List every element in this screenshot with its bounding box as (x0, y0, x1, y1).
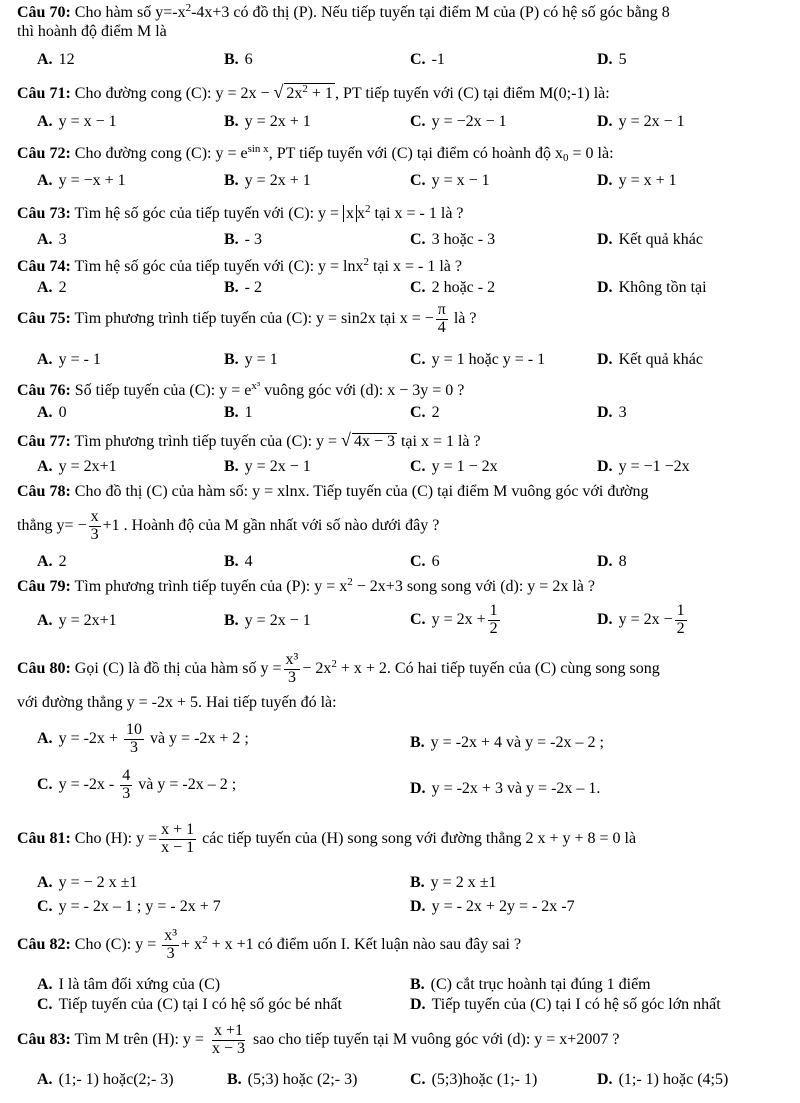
question-82: Câu 82: Cho (C): y = $\frac{\text{x³}}{3}$ + $x^2 + x +1$ có điểm uốn I. Kết luận nào sau đây sai ? (17, 927, 522, 962)
option-a[interactable]: A. y = 2x+1 (37, 458, 117, 475)
answers-70 (17, 50, 792, 72)
option-b[interactable]: B. y = 2x + 1 (224, 113, 311, 130)
question-72: Câu 72: Cho đường cong (C): $y = e^{sin x}$, PT tiếp tuyến với (C) tại điểm có hoành độ $x_0 = 0$ là: (17, 143, 614, 164)
option-d[interactable]: D. 5 (597, 51, 627, 68)
option-a[interactable]: A. y = - 1 (37, 351, 101, 368)
answers-77 (17, 457, 792, 479)
question-77: Câu 77: Tìm phương trình tiếp tuyến của (C): y = √ 4x − 3 tại x = 1 là ? (17, 430, 481, 450)
question-78: Câu 78: Cho đồ thị (C) của hàm số: y = xlnx. Tiếp tuyến của (C) tại điểm M vuông góc với đường thẳng y= − $\frac{x}{3}$ +1 . Hoành độ của M gần nhất với số nào dưới đây ? (17, 483, 649, 543)
option-d[interactable]: D. Không tồn tại (597, 279, 707, 296)
answers-78 (17, 552, 792, 574)
option-c[interactable]: C. 3 hoặc - 3 (410, 231, 496, 248)
option-c[interactable]: C. 6 (410, 553, 440, 570)
question-76: Câu 76: Số tiếp tuyến của (C): $y = e^{x^3}$ vuông góc với (d): x − 3y = 0 ? (17, 380, 465, 399)
option-d[interactable]: D. Kết quả khác (597, 351, 703, 368)
answers-74 (17, 278, 792, 300)
option-b[interactable]: B. y = 1 (224, 351, 278, 368)
question-81: Câu 81: Cho (H): y = $\frac{x + 1}{x - 1}$ các tiếp tuyến của (H) song song với đường thẳng 2 x + y + 8 = 0 là (17, 821, 637, 856)
option-d[interactable]: D. Tiếp tuyến của (C) tại I có hệ số góc lớn nhất (410, 996, 721, 1013)
option-a[interactable]: A. 2 (37, 279, 67, 296)
option-d[interactable]: D. y = -2x + 3 và y = -2x – 1. (410, 780, 601, 797)
answers-75 (17, 350, 792, 372)
option-c[interactable]: C. 2 (410, 404, 440, 421)
question-70: Câu 70: Cho hàm số $y=-x^2-4x+3$ có đồ thị (P). Nếu tiếp tuyến tại điểm M của (P) có hệ số góc bằng 8 thì hoành độ điểm M là (17, 2, 670, 41)
option-c[interactable]: C. -1 (410, 51, 445, 68)
question-71: Câu 71: Cho đường cong (C): y = 2x − √ $2x^2 + 1$ , PT tiếp tuyến với (C) tại điểm M(0;-1) là: (17, 82, 610, 102)
answers-72 (17, 171, 792, 193)
option-d[interactable]: D. 8 (597, 553, 627, 570)
answers-73 (17, 230, 792, 252)
option-c[interactable]: C. y = x − 1 (410, 172, 490, 189)
answers-83 (17, 1070, 792, 1092)
option-b[interactable]: B. y = 2x − 1 (224, 612, 311, 629)
option-d[interactable]: D. y = 2x − 1 (597, 113, 685, 130)
option-a[interactable]: A. (1;- 1) hoặc(2;- 3) (37, 1071, 174, 1088)
option-d[interactable]: D. y = −1 −2x (597, 458, 690, 475)
option-b[interactable]: B. (C) cắt trục hoành tại đúng 1 điểm (410, 976, 651, 993)
option-c[interactable]: C. 2 hoặc - 2 (410, 279, 496, 296)
question-74: Câu 74: Tìm hệ số góc của tiếp tuyến với (C): y = lnx$^2$ tại x = - 1 là ? (17, 256, 462, 275)
option-b[interactable]: B. y = -2x + 4 và y = -2x – 2 ; (410, 734, 604, 751)
question-83: Câu 83: Tìm M trên (H): y = $\frac{x +1}{x - 3}$ sao cho tiếp tuyến tại M vuông góc với (d): y = x+2007 ? (17, 1022, 620, 1057)
option-d[interactable]: D. y = - 2x + 2y = - 2x -7 (410, 898, 575, 915)
option-a[interactable]: A. 3 (37, 231, 67, 248)
question-80: Câu 80: Gọi (C) là đồ thị của hàm số y = $\frac{\text{x³}}{3}$ − $2x^2 + x + 2$. Có hai tiếp tuyến của (C) cùng song song với đường thẳng y = -2x + 5. Hai tiếp tuyến đó là: (17, 651, 660, 711)
option-b[interactable]: B. y = 2x + 1 (224, 172, 311, 189)
answers-76 (17, 403, 792, 425)
option-b[interactable]: B. (5;3) hoặc (2;- 3) (227, 1071, 358, 1088)
option-a[interactable]: A. y = x − 1 (37, 113, 117, 130)
option-b[interactable]: B. y = 2x − 1 (224, 458, 311, 475)
answers-82-cd (17, 995, 792, 1017)
option-c[interactable]: C. y = - 2x – 1 ; y = - 2x + 7 (37, 898, 221, 915)
answers-81-cd (17, 897, 792, 919)
option-a[interactable]: A. 2 (37, 553, 67, 570)
question-79: Câu 79: Tìm phương trình tiếp tuyến của (P): $y = x^2 - 2x+3$ song song với (d): y = 2x là ? (17, 576, 595, 595)
option-d[interactable]: D. Kết quả khác (597, 231, 703, 248)
option-c[interactable]: C. y = 1 hoặc y = - 1 (410, 351, 546, 368)
option-a[interactable]: A. I là tâm đối xứng của (C) (37, 976, 221, 993)
question-73: Câu 73: Tìm hệ số góc của tiếp tuyến với (C): y = x $x^2$ tại x = - 1 là ? (17, 203, 464, 222)
option-b[interactable]: B. - 2 (224, 279, 262, 296)
option-c[interactable]: C. y = 2x + $\frac{1}{2}$ (410, 602, 498, 637)
answers-80-cd (17, 768, 792, 812)
option-b[interactable]: B. y = 2 x ±1 (410, 874, 497, 891)
option-a[interactable]: A. y = -2x + $\frac{10}{3}$ và y = -2x + 2 ; (37, 721, 249, 756)
option-c[interactable]: C. (5;3)hoặc (1;- 1) (410, 1071, 538, 1088)
option-c[interactable]: C. y = -2x - $\frac{4}{3}$ và y = -2x – 2 ; (37, 767, 237, 802)
option-c[interactable]: C. y = −2x − 1 (410, 113, 507, 130)
option-b[interactable]: B. - 3 (224, 231, 262, 248)
option-d[interactable]: D. (1;- 1) hoặc (4;5) (597, 1071, 729, 1088)
answers-82-ab (17, 975, 792, 997)
option-d[interactable]: D. y = x + 1 (597, 172, 677, 189)
question-75: Câu 75: Tìm phương trình tiếp tuyến của (C): y = sin2x tại x = − $\frac{\pi}{4}$ là ? (17, 301, 477, 336)
option-a[interactable]: A. 0 (37, 404, 67, 421)
option-a[interactable]: A. y = 2x+1 (37, 612, 117, 629)
option-d[interactable]: D. 3 (597, 404, 627, 421)
option-b[interactable]: B. 4 (224, 553, 253, 570)
option-a[interactable]: A. y = − 2 x ±1 (37, 874, 138, 891)
answers-79 (17, 603, 792, 647)
option-c[interactable]: C. Tiếp tuyến của (C) tại I có hệ số góc bé nhất (37, 996, 342, 1013)
option-a[interactable]: A. y = −x + 1 (37, 172, 126, 189)
option-b[interactable]: B. 6 (224, 51, 253, 68)
answers-80-ab (17, 722, 792, 766)
option-b[interactable]: B. 1 (224, 404, 253, 421)
option-d[interactable]: D. y = 2x − $\frac{1}{2}$ (597, 602, 685, 637)
option-c[interactable]: C. y = 1 − 2x (410, 458, 498, 475)
answers-81-ab (17, 873, 792, 895)
answers-71 (17, 112, 792, 134)
option-a[interactable]: A. 12 (37, 51, 75, 68)
